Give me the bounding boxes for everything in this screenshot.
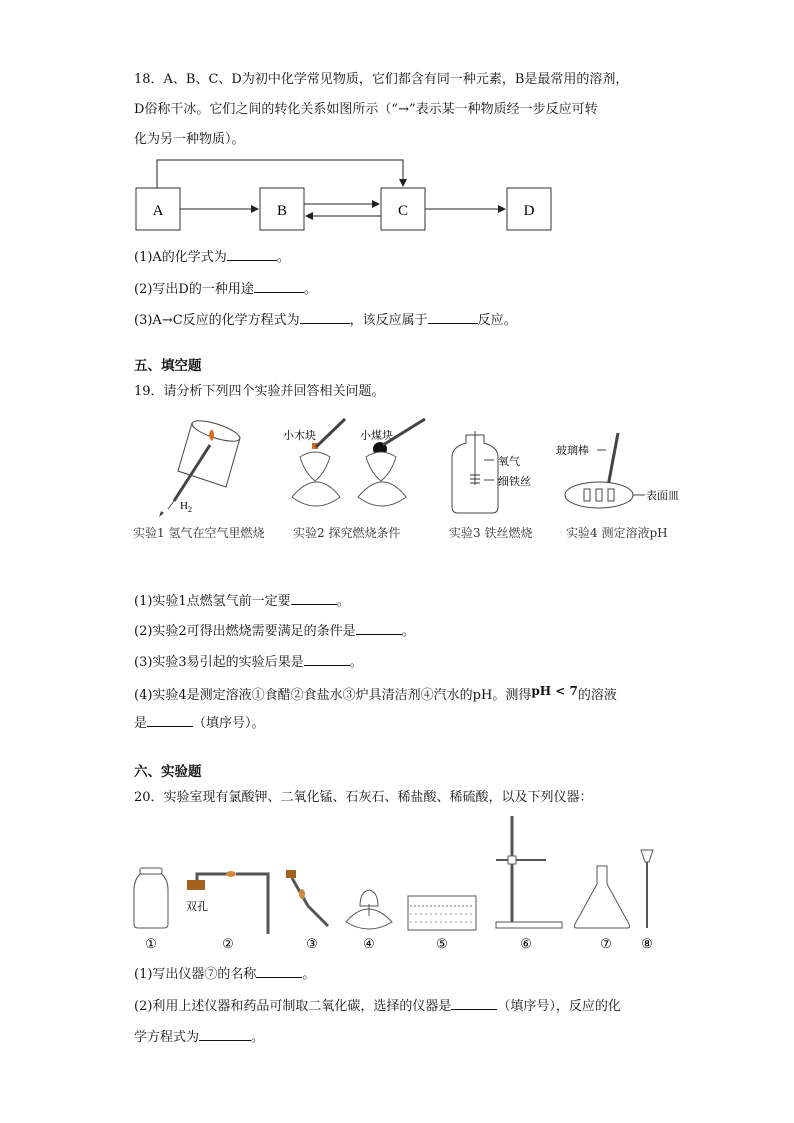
q19-sub4-cont: 是 （填序号）。 [134,716,265,731]
instrument-4-lamp [346,890,392,929]
q18-sub1: (1)A的化学式为 。 [134,250,290,265]
oxygen-label: 氧气 [498,456,520,468]
q20-sub2-cont: 学方程式为 。 [134,1030,265,1045]
q18-stem-line3: 化为另一种物质）。 [134,132,245,147]
label-7: ⑦ [600,936,612,951]
label-2: ② [222,936,234,951]
q18-conversion-diagram [0,150,794,240]
instrument-7-flask [574,866,629,928]
q20-sub2: (2)利用上述仪器和药品可制取二氧化碳，选择的仪器是 （填序号），反应的化 [134,999,621,1014]
answer-blank[interactable] [300,312,350,324]
label-8: ⑧ [641,936,653,951]
section-5-title: 五、填空题 [134,358,202,374]
watch-glass-label: 表面皿 [646,490,679,502]
q20-sub1: (1)写出仪器⑦的名称 。 [134,967,316,982]
answer-blank[interactable] [304,654,350,666]
arrow-a-c [157,160,403,188]
q20-stem: 20．实验室现有氯酸钾、二氧化锰、石灰石、稀盐酸、稀硫酸，以及下列仪器： [134,790,593,805]
label-3: ③ [306,936,318,951]
q18-stem-line2: D俗称干冰。它们之间的转化关系如图所示（“→”表示某一种物质经一步反应可转 [134,102,598,117]
caption-exp1: 实验1 氢气在空气里燃烧 [133,526,265,540]
caption-exp4: 实验4 测定溶液pH [566,526,668,540]
glass-rod-label: 玻璃棒 [556,445,589,457]
answer-blank[interactable] [256,966,302,978]
q18-sub3: (3)A→C反应的化学方程式为 ，该反应属于 反应。 [134,313,517,328]
iron-wire-label: 细铁丝 [498,476,531,488]
answer-blank[interactable] [291,593,337,605]
answer-blank[interactable] [147,715,193,727]
answer-blank[interactable] [227,249,277,261]
box-a-label: A [152,203,164,219]
label-5: ⑤ [436,936,448,951]
q19-sub1: (1)实验1点燃氢气前一定要 。 [134,594,350,609]
instrument-1-bottle [134,868,168,928]
q20-instruments-figure [0,810,794,955]
q19-sub4: (4)实验4是测定溶液①食醋②食盐水③炉具清洁剂④汽水的pH。测得pH < 7的溶液 [134,684,617,703]
instrument-5-trough [408,896,476,930]
q18-sub2: (2)写出D的一种用途 。 [134,282,317,297]
caption-exp3: 实验3 铁丝燃烧 [449,526,533,540]
q18-stem-line1: 18．A、B、C、D为初中化学常见物质，它们都含有同一种元素，B是最常用的溶剂， [134,72,629,87]
q19-stem: 19．请分析下列四个实验并回答相关问题。 [134,384,385,399]
answer-blank[interactable] [356,623,402,635]
exp1-hydrogen-apparatus [159,417,242,517]
ph-expression: pH < 7 [531,684,578,698]
wood-label: 小木块 [283,430,316,442]
q19-sub3: (3)实验3易引起的实验后果是 。 [134,655,363,670]
coal-label: 小煤块 [360,430,393,442]
instrument-6-stand [496,816,562,928]
q19-experiments-figure [0,405,794,520]
caption-exp2: 实验2 探究燃烧条件 [293,526,401,540]
label-4: ④ [363,936,375,951]
label-6: ⑥ [520,936,532,951]
section-6-title: 六、实验题 [134,764,202,780]
box-b-label: B [276,203,288,219]
label-1: ① [145,936,157,951]
exp3-bottle [452,431,498,513]
instrument-3-tube [286,870,328,926]
answer-blank[interactable] [451,998,497,1010]
h2-label: $H_2$ [180,500,192,514]
answer-blank[interactable] [428,312,478,324]
box-d-label: D [523,203,535,219]
two-hole-label: 双孔 [186,901,208,913]
q19-sub2: (2)实验2可得出燃烧需要满足的条件是 。 [134,624,415,639]
answer-blank[interactable] [254,281,304,293]
answer-blank[interactable] [199,1029,251,1041]
box-c-label: C [397,203,409,219]
instrument-8-funnel [641,850,653,928]
